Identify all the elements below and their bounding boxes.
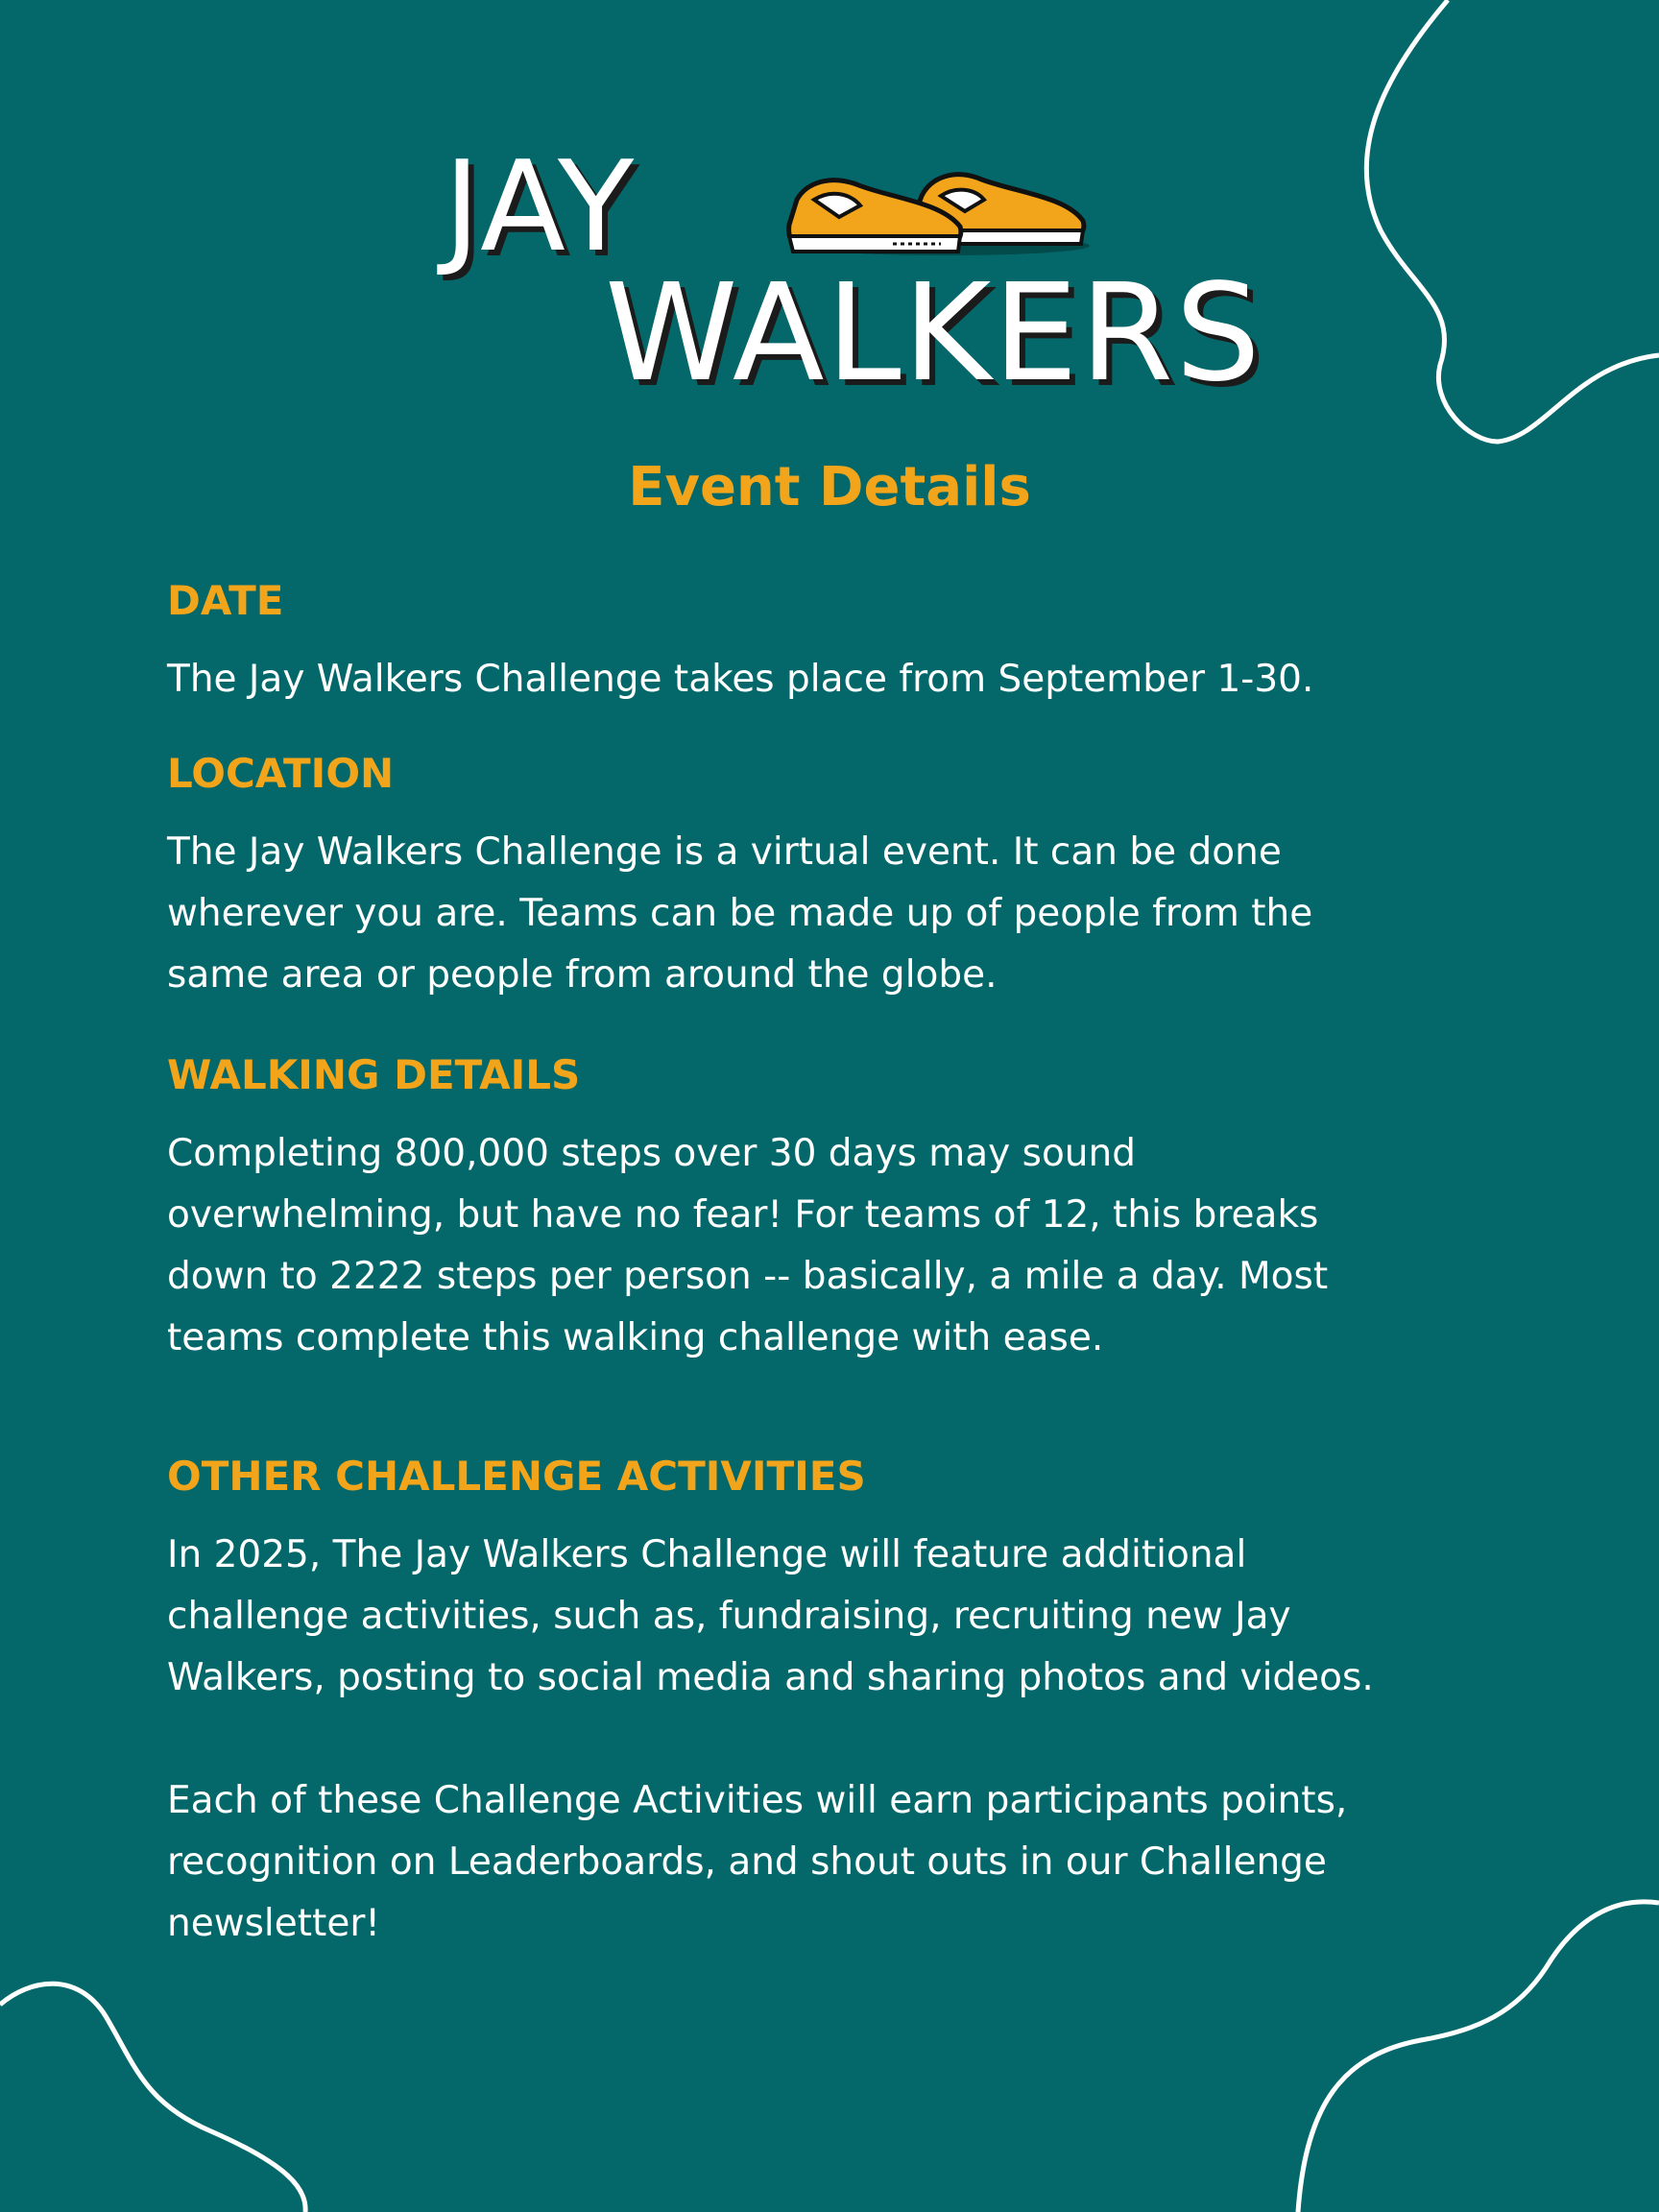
page-title: Event Details: [628, 456, 1031, 518]
section-paragraph: Each of these Challenge Activities will earn participants points, recognition on Leaderboards, and shout outs in our Challenge newsletter!: [167, 1779, 1348, 1945]
section-paragraph: The Jay Walkers Challenge takes place from September 1-30.: [167, 658, 1314, 701]
section-heading: DATE: [167, 577, 284, 624]
location-section: [167, 745, 1511, 1006]
other-challenge-activities-section: [167, 1448, 1511, 1955]
top-right-curve: [1366, 0, 1659, 442]
sneakers-icon: [778, 157, 1094, 263]
section-paragraph: Completing 800,000 steps over 30 days may sound overwhelming, but have no fear! For teams of 12, this breaks down to 2222 steps per person -- basically, a mile a day. Most teams complete this walking challenge with ease.: [167, 1132, 1329, 1359]
bottom-left-curve: [0, 1984, 305, 2212]
section-heading: OTHER CHALLENGE ACTIVITIES: [167, 1453, 866, 1500]
logo-walkers-text: WALKERS: [605, 255, 1262, 412]
section-paragraph: In 2025, The Jay Walkers Challenge will feature additional challenge activities, such as, fundraising, recruiting new Jay Walkers, posting to social media and sharing photos and videos.: [167, 1533, 1374, 1699]
date-section: [167, 572, 1511, 710]
section-paragraph: The Jay Walkers Challenge is a virtual event. It can be done wherever you are. Teams can be made up of people from the same area or people from around the globe.: [167, 830, 1313, 997]
event-details-content: [167, 572, 1511, 1955]
logo-jay-text: JAY: [444, 133, 637, 279]
section-heading: LOCATION: [167, 750, 395, 797]
walking-details-section: [167, 1046, 1511, 1369]
section-heading: WALKING DETAILS: [167, 1051, 581, 1098]
jay-walkers-logo: [422, 133, 1267, 412]
